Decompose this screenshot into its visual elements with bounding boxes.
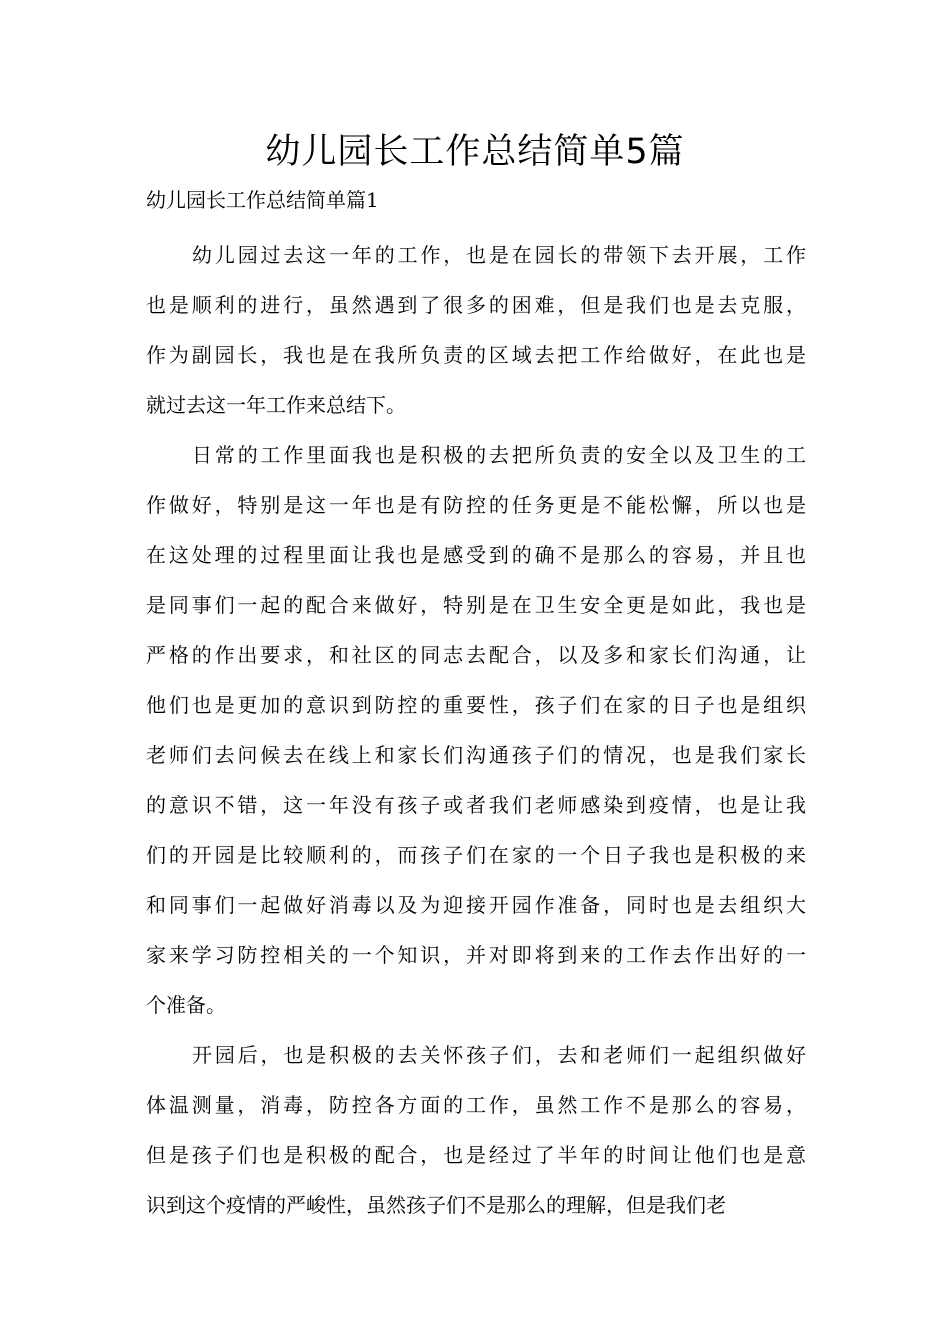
paragraph-line: 家来学习防控相关的一个知识，并对即将到来的工作去作出好的一	[146, 943, 806, 967]
paragraph-line: 在这处理的过程里面让我也是感受到的确不是那么的容易，并且也	[146, 543, 806, 567]
paragraph-line: 体温测量，消毒，防控各方面的工作，虽然工作不是那么的容易，	[146, 1093, 806, 1117]
paragraph-line: 开园后，也是积极的去关怀孩子们，去和老师们一起组织做好	[192, 1043, 806, 1067]
paragraph-line: 的意识不错，这一年没有孩子或者我们老师感染到疫情，也是让我	[146, 793, 806, 817]
document-title: 幼儿园长工作总结简单5篇	[265, 132, 685, 172]
paragraph-line: 就过去这一年工作来总结下。	[146, 393, 406, 417]
paragraph-line: 个准备。	[146, 993, 226, 1017]
body-paragraph	[146, 1030, 806, 1230]
paragraph-line: 作为副园长，我也是在我所负责的区域去把工作给做好，在此也是	[146, 343, 806, 367]
document-body	[146, 230, 806, 1230]
paragraph-line: 日常的工作里面我也是积极的去把所负责的安全以及卫生的工	[192, 443, 806, 467]
paragraph-line: 和同事们一起做好消毒以及为迎接开园作准备，同时也是去组织大	[146, 893, 806, 917]
body-paragraph	[146, 430, 806, 1030]
paragraph-line: 他们也是更加的意识到防控的重要性，孩子们在家的日子也是组织	[146, 693, 806, 717]
paragraph-line: 也是顺利的进行，虽然遇到了很多的困难，但是我们也是去克服，	[146, 293, 806, 317]
paragraph-line: 们的开园是比较顺利的，而孩子们在家的一个日子我也是积极的来	[146, 843, 806, 867]
paragraph-line: 严格的作出要求，和社区的同志去配合，以及多和家长们沟通，让	[146, 643, 806, 667]
paragraph-line: 识到这个疫情的严峻性，虽然孩子们不是那么的理解，但是我们老	[146, 1193, 726, 1217]
paragraph-line: 幼儿园过去这一年的工作，也是在园长的带领下去开展，工作	[192, 243, 806, 267]
paragraph-line: 老师们去问候去在线上和家长们沟通孩子们的情况，也是我们家长	[146, 743, 806, 767]
paragraph-line: 作做好，特别是这一年也是有防控的任务更是不能松懈，所以也是	[146, 493, 806, 517]
section-heading: 幼儿园长工作总结简单篇1	[146, 188, 379, 212]
paragraph-line: 是同事们一起的配合来做好，特别是在卫生安全更是如此，我也是	[146, 593, 806, 617]
paragraph-line: 但是孩子们也是积极的配合，也是经过了半年的时间让他们也是意	[146, 1143, 806, 1167]
body-paragraph	[146, 230, 806, 430]
